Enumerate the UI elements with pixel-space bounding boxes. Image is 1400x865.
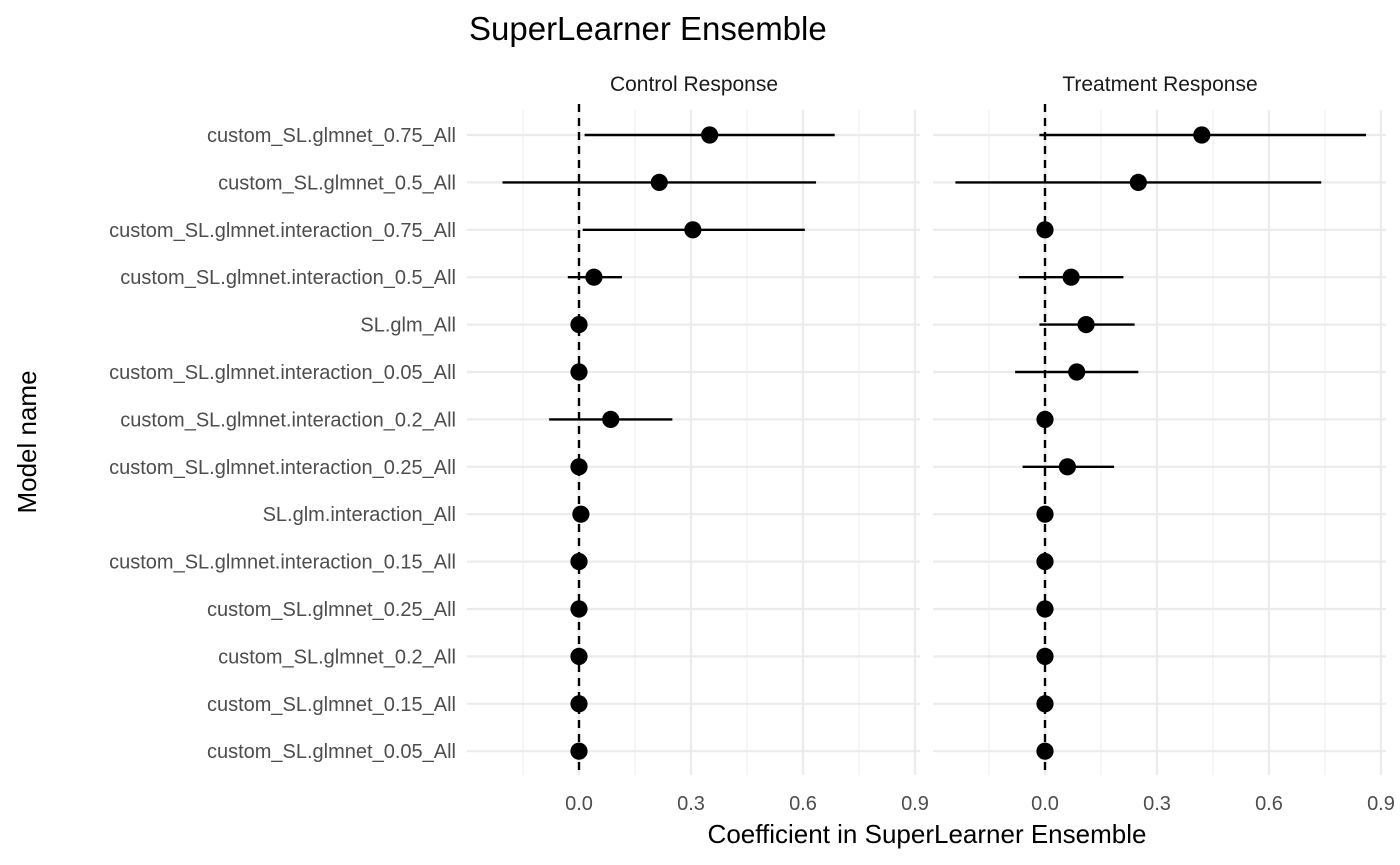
data-point bbox=[1068, 363, 1085, 380]
data-point bbox=[570, 363, 587, 380]
y-tick-label: custom_SL.glmnet.interaction_0.75_All bbox=[109, 219, 456, 242]
y-tick-label: custom_SL.glmnet.interaction_0.25_All bbox=[109, 456, 456, 479]
x-axis-ticks bbox=[565, 793, 1395, 815]
y-tick-label: custom_SL.glmnet.interaction_0.05_All bbox=[109, 362, 456, 384]
data-point bbox=[570, 600, 587, 617]
reference-lines bbox=[579, 104, 1045, 776]
data-point bbox=[1036, 743, 1053, 760]
x-tick-label: 0.9 bbox=[901, 793, 929, 815]
y-tick-label: SL.glm_All bbox=[360, 314, 456, 337]
x-tick-label: 0.9 bbox=[1367, 793, 1395, 815]
data-point bbox=[585, 269, 602, 286]
data-point bbox=[1063, 269, 1080, 286]
data-point bbox=[1036, 695, 1053, 712]
data-point bbox=[1036, 506, 1053, 523]
y-axis-labels bbox=[109, 125, 456, 763]
y-tick-label: custom_SL.glmnet.interaction_0.15_All bbox=[109, 551, 456, 574]
data-point bbox=[1036, 600, 1053, 617]
data-point bbox=[1193, 126, 1210, 143]
data-point bbox=[570, 743, 587, 760]
panel-strip-treatment: Treatment Response bbox=[1062, 73, 1258, 96]
x-tick-label: 0.3 bbox=[1143, 793, 1171, 815]
y-tick-label: custom_SL.glmnet_0.75_All bbox=[206, 125, 456, 147]
y-axis-title: Model name bbox=[12, 370, 42, 514]
data-point bbox=[1036, 553, 1053, 570]
x-tick-label: 0.6 bbox=[1255, 793, 1283, 815]
data-point bbox=[572, 506, 589, 523]
data-point bbox=[701, 126, 718, 143]
y-tick-label: custom_SL.glmnet.interaction_0.2_All bbox=[120, 409, 456, 432]
data-point bbox=[1059, 458, 1076, 475]
y-tick-label: custom_SL.glmnet_0.15_All bbox=[206, 693, 456, 716]
x-tick-label: 0.0 bbox=[1031, 793, 1059, 815]
y-tick-label: custom_SL.glmnet_0.25_All bbox=[206, 599, 456, 621]
data-marks bbox=[502, 126, 1366, 759]
data-point bbox=[570, 553, 587, 570]
grid-layer bbox=[467, 110, 1386, 775]
data-point bbox=[1036, 411, 1053, 428]
x-tick-label: 0.0 bbox=[565, 793, 593, 815]
x-tick-label: 0.3 bbox=[677, 793, 705, 815]
data-point bbox=[684, 221, 701, 238]
chart-title: SuperLearner Ensemble bbox=[469, 10, 827, 47]
panel-strip-control: Control Response bbox=[609, 73, 779, 96]
data-point bbox=[570, 458, 587, 475]
data-point bbox=[570, 695, 587, 712]
data-point bbox=[651, 174, 668, 191]
x-axis-title: Coefficient in SuperLearner Ensemble bbox=[707, 819, 1147, 849]
y-tick-label: custom_SL.glmnet_0.5_All bbox=[218, 172, 456, 195]
data-point bbox=[1036, 648, 1053, 665]
y-tick-label: custom_SL.glmnet_0.05_All bbox=[206, 741, 456, 764]
data-point bbox=[1036, 221, 1053, 238]
y-tick-label: SL.glm.interaction_All bbox=[262, 504, 456, 527]
x-tick-label: 0.6 bbox=[789, 793, 817, 815]
data-point bbox=[1077, 316, 1094, 333]
data-point bbox=[602, 411, 619, 428]
y-tick-label: custom_SL.glmnet_0.2_All bbox=[218, 646, 456, 669]
y-tick-label: custom_SL.glmnet.interaction_0.5_All bbox=[120, 267, 456, 290]
data-point bbox=[570, 316, 587, 333]
data-point bbox=[570, 648, 587, 665]
data-point bbox=[1130, 174, 1147, 191]
